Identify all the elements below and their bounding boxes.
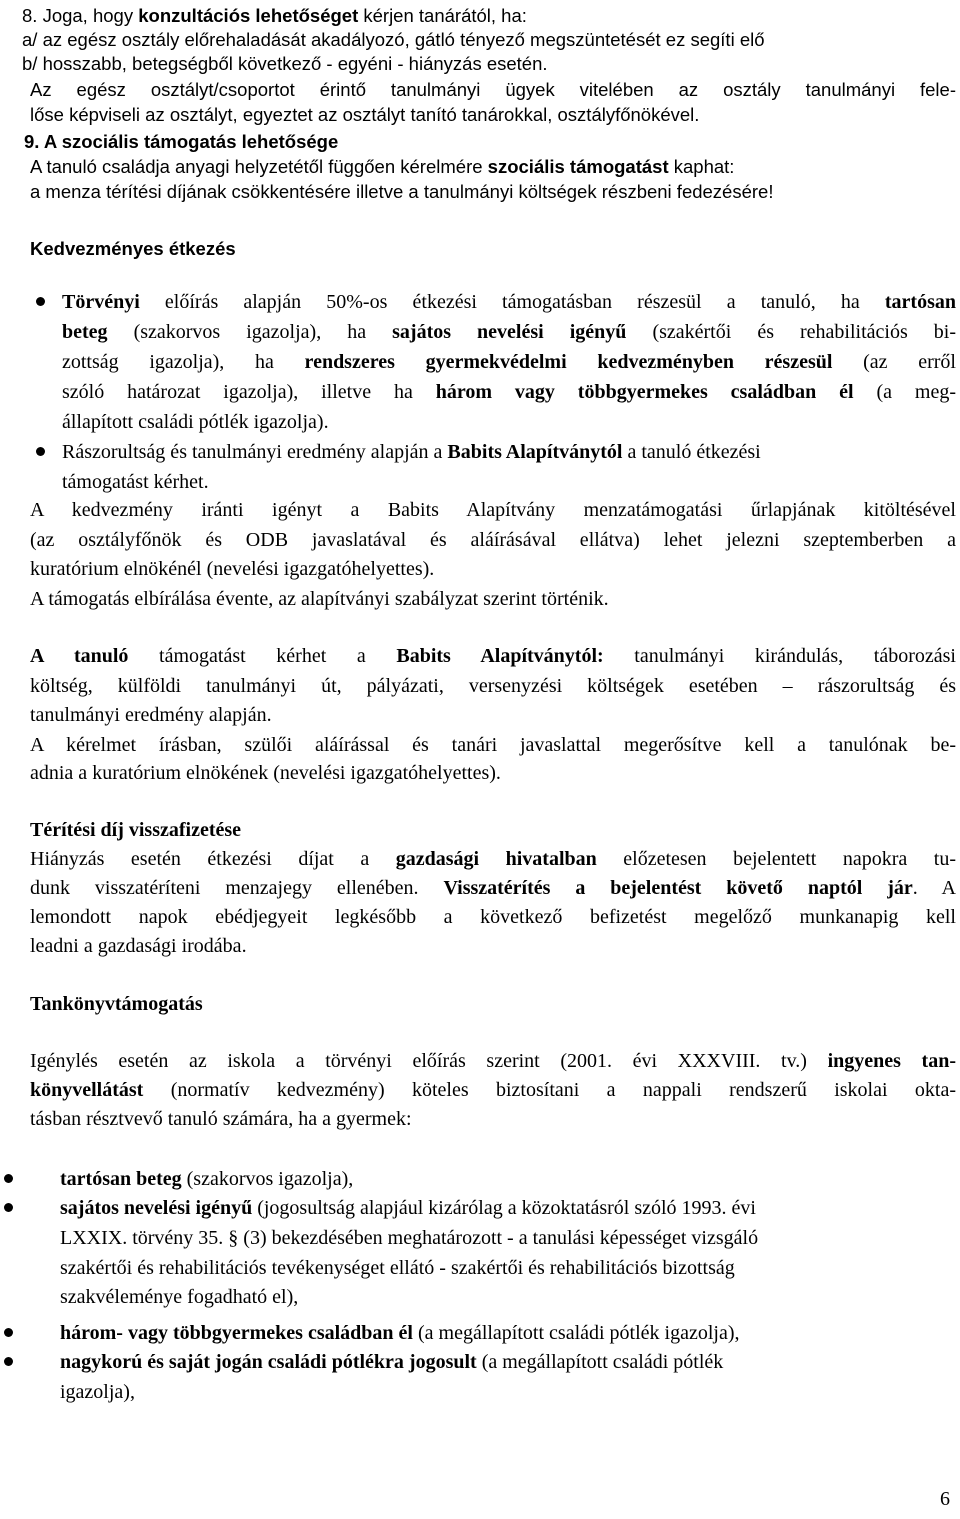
s8-line-2: a/ az egész osztály előrehaladását akadályozó, gátló tényező megszüntetését ez segíti elő [22,29,765,50]
kedv-b1-line-3: zottság igazolja), ha rendszeres gyermekvédelmi kedvezményben részesül (az erről [62,351,956,373]
terites-heading: Térítési díj visszafizetése [30,819,242,841]
s9-title: 9. A szociális támogatás lehetősége [24,131,339,152]
kedv-b1-line-5: állapított családi pótlék igazolja). [62,411,329,433]
kedv-p2: A támogatás elbírálása évente, az alapítványi szabályzat szerint történik. [30,588,609,610]
tankonyv-line-1: Igénylés esetén az iskola a törvényi előírás szerint (2001. évi XXXVIII. tv.) ingyenes tan- [30,1050,956,1072]
kedv-p3-line-3: tanulmányi eredmény alapján. [30,704,272,726]
s9-line-2: a menza térítési díjának csökkentésére illetve a tanulmányi költségek részbeni fedezésére! [30,181,774,202]
tankonyv-b2-line-3: szakértői és rehabilitációs tevékenységet ellátó - szakértői és rehabilitációs bizottság [60,1257,735,1279]
bullet-icon [4,1328,13,1337]
kedv-p1-line-1: A kedvezmény iránti igényt a Babits Alapítvány menzatámogatási űrlapjának kitöltésével [30,499,956,521]
kedv-p3-line-1: A tanuló támogatást kérhet a Babits Alapítványtól: tanulmányi kirándulás, táborozási [30,645,956,667]
tankonyv-heading: Tankönyvtámogatás [30,993,203,1015]
s8-line-4: Az egész osztályt/csoportot érintő tanulmányi ügyek vitelében az osztály tanulmányi fele- [30,79,956,100]
kedv-p3-line-2: költség, külföldi tanulmányi út, pályázati, versenyzési költségek esetében – rászorultság és [30,675,956,697]
kedv-b1-line-1: Törvényi előírás alapján 50%-os étkezési támogatásban részesül a tanuló, ha tartósan [62,291,956,313]
s9-line-1: A tanuló családja anyagi helyzetétől függően kérelmére szociális támogatást kaphat: [30,156,735,177]
bullet-icon [4,1174,13,1183]
terites-line-3: lemondott napok ebédjegyeit legkésőbb a következő befizetést megelőző munkanapig kell [30,906,956,928]
kedv-p4-line-2: adnia a kuratórium elnökének (nevelési igazgatóhelyettes). [30,762,501,784]
terites-line-1: Hiányzás esetén étkezési díjat a gazdasági hivatalban előzetesen bejelentett napokra tu- [30,848,957,870]
tankonyv-b2-line-1: sajátos nevelési igényű (jogosultság alapjául kizárólag a közoktatásról szóló 1993. évi [60,1197,756,1219]
terites-line-4: leadni a gazdasági irodába. [30,935,247,957]
tankonyv-b4-line-1: nagykorú és saját jogán családi pótlékra jogosult (a megállapított családi pótlék [60,1351,724,1373]
bullet-icon [36,297,45,306]
kedv-p4-line-1: A kérelmet írásban, szülői aláírással és tanári javaslattal megerősítve kell a tanulónak be- [30,734,956,756]
kedv-b2-line-1: Rászorultság és tanulmányi eredmény alapján a Babits Alapítványtól a tanuló étkezési [62,441,761,463]
tankonyv-b2-line-4: szakvéleménye fogadható el), [60,1286,299,1308]
kedv-b1-line-2: beteg (szakorvos igazolja), ha sajátos nevelési igényű (szakértői és rehabilitációs bi- [62,321,956,343]
bullet-icon [4,1357,13,1366]
s8-line-3: b/ hosszabb, betegségből következő - egyéni - hiányzás esetén. [22,53,548,74]
tankonyv-b2-line-2: LXXIX. törvény 35. § (3) bekezdésében meghatározott - a tanulási képességet vizsgáló [60,1227,759,1249]
terites-line-2: dunk visszatéríteni menzajegy ellenében. Visszatérítés a bejelentést követő naptól jár. A [30,877,957,899]
kedv-b2-line-2: támogatást kérhet. [62,471,209,493]
tankonyv-line-2: könyvellátást (normatív kedvezmény) köteles biztosítani a nappali rendszerű iskolai okta- [30,1079,956,1101]
kedv-p1-line-2: (az osztályfőnök és ODB javaslatával és aláírásával ellátva) lehet jelezni szeptemberben a [30,529,956,551]
tankonyv-b3: három- vagy többgyermekes családban él (a megállapított családi pótlék igazolja), [60,1322,740,1344]
s8-line-1: 8. Joga, hogy konzultációs lehetőséget kérjen tanárától, ha: [22,5,527,26]
tankonyv-b4-line-2: igazolja), [60,1381,135,1403]
tankonyv-line-3: tásban résztvevő tanuló számára, ha a gyermek: [30,1108,412,1130]
page-number: 6 [940,1488,950,1510]
bullet-icon [4,1203,13,1212]
kedv-p1-line-3: kuratórium elnökénél (nevelési igazgatóhelyettes). [30,558,435,580]
kedv-b1-line-4: szóló határozat igazolja), illetve ha három vagy többgyermekes családban él (a meg- [62,381,956,403]
bullet-icon [36,447,45,456]
s8-line-5: lőse képviseli az osztályt, egyeztet az osztályt tanító tanárokkal, osztályfőnökével. [30,104,700,125]
tankonyv-b1: tartósan beteg (szakorvos igazolja), [60,1168,354,1190]
kedv-heading: Kedvezményes étkezés [30,238,236,259]
